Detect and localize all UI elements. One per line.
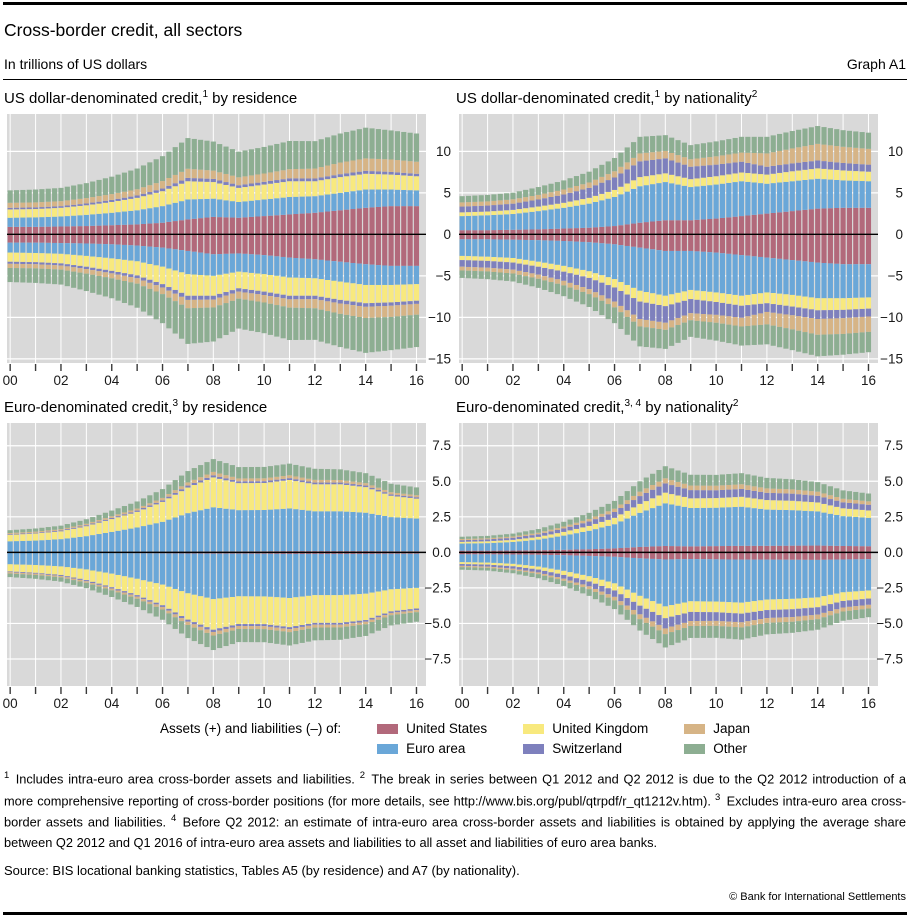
legend-item-label: Euro area [406, 741, 465, 756]
svg-text:−15: −15 [880, 351, 903, 366]
panel-title-footnote-ref: 2 [752, 89, 758, 100]
svg-text:0: 0 [895, 227, 903, 242]
svg-text:−7.5: −7.5 [876, 651, 903, 666]
panel-title-eur-residence [4, 398, 455, 418]
legend-item-label: United Kingdom [552, 721, 648, 736]
panel-eur-nationality [455, 389, 907, 712]
svg-text:12: 12 [307, 696, 322, 711]
svg-text:5: 5 [443, 185, 451, 200]
svg-text:−15: −15 [428, 351, 451, 366]
panel-title-text: US dollar-denominated credit, [456, 90, 654, 107]
top-rule [3, 2, 907, 5]
svg-text:−2.5: −2.5 [424, 580, 451, 595]
legend-item-euro-area [377, 741, 487, 756]
svg-text:−10: −10 [880, 310, 903, 325]
svg-text:00: 00 [455, 696, 470, 711]
svg-text:−5: −5 [888, 268, 903, 283]
panel-eur-residence [3, 389, 455, 712]
svg-text:16: 16 [409, 373, 424, 388]
svg-text:−7.5: −7.5 [424, 651, 451, 666]
svg-text:2.5: 2.5 [432, 509, 451, 524]
svg-text:−10: −10 [428, 310, 451, 325]
panel-title-usd-nationality [456, 89, 907, 109]
svg-text:10: 10 [436, 144, 451, 159]
svg-text:00: 00 [3, 696, 18, 711]
panel-title-footnote-ref: 2 [733, 398, 739, 409]
svg-text:06: 06 [155, 696, 170, 711]
svg-text:06: 06 [607, 373, 622, 388]
svg-text:0: 0 [443, 227, 451, 242]
svg-text:12: 12 [759, 373, 774, 388]
chart-eur-residence [3, 421, 455, 712]
panel-title-text: US dollar-denominated credit, [4, 90, 202, 107]
legend-swatch-united-states [377, 724, 398, 734]
legend-swatch-japan [684, 724, 705, 734]
svg-text:5: 5 [895, 185, 903, 200]
svg-text:08: 08 [658, 373, 673, 388]
legend-item-label: Japan [713, 721, 750, 736]
svg-text:7.5: 7.5 [432, 438, 451, 453]
legend-item-label: Other [713, 741, 747, 756]
svg-text:04: 04 [104, 696, 120, 711]
legend-swatch-euro-area [377, 744, 398, 754]
graph-label: Graph A1 [847, 56, 906, 72]
svg-text:02: 02 [53, 696, 68, 711]
svg-text:06: 06 [155, 373, 170, 388]
svg-text:02: 02 [505, 696, 520, 711]
svg-text:5.0: 5.0 [432, 474, 451, 489]
svg-text:16: 16 [409, 696, 424, 711]
svg-text:2.5: 2.5 [884, 509, 903, 524]
legend [160, 721, 750, 756]
svg-text:10: 10 [709, 373, 724, 388]
legend-item-label: United States [406, 721, 487, 736]
svg-text:0.0: 0.0 [884, 545, 903, 560]
legend-item-other [684, 741, 750, 756]
panel-title-footnote-ref: 3, 4 [624, 398, 641, 409]
chart-eur-nationality [455, 421, 907, 712]
panel-title-footnote-ref: 1 [654, 89, 660, 100]
legend-swatch-united-kingdom [523, 724, 544, 734]
svg-text:10: 10 [257, 373, 272, 388]
svg-text:−5.0: −5.0 [424, 616, 451, 631]
units-label: In trillions of US dollars [4, 56, 147, 72]
legend-item-switzerland [523, 741, 648, 756]
svg-text:10: 10 [709, 696, 724, 711]
svg-text:08: 08 [658, 696, 673, 711]
svg-text:04: 04 [556, 373, 572, 388]
legend-swatch-other [684, 744, 705, 754]
svg-text:−2.5: −2.5 [876, 580, 903, 595]
svg-text:02: 02 [53, 373, 68, 388]
legend-item-united-kingdom [523, 721, 648, 736]
legend-item-united-states [377, 721, 487, 736]
panel-title-text: by residence [178, 399, 267, 416]
svg-text:14: 14 [358, 373, 374, 388]
svg-text:10: 10 [888, 144, 903, 159]
legend-item-label: Switzerland [552, 741, 622, 756]
svg-text:−5: −5 [436, 268, 451, 283]
panel-title-eur-nationality [456, 398, 907, 418]
svg-text:14: 14 [810, 696, 826, 711]
panel-title-text: Euro-denominated credit, [456, 399, 624, 416]
svg-text:14: 14 [358, 696, 374, 711]
svg-text:14: 14 [810, 373, 826, 388]
panel-title-usd-residence [4, 89, 455, 109]
svg-text:16: 16 [861, 373, 876, 388]
svg-text:04: 04 [104, 373, 120, 388]
panel-title-text: by residence [208, 90, 297, 107]
svg-text:12: 12 [307, 373, 322, 388]
copyright: © Bank for International Settlements [4, 891, 906, 903]
svg-text:−5.0: −5.0 [876, 616, 903, 631]
svg-text:08: 08 [206, 373, 221, 388]
chart-usd-residence [3, 112, 455, 389]
svg-text:12: 12 [759, 696, 774, 711]
panel-usd-nationality [455, 80, 907, 389]
panel-usd-residence [3, 80, 455, 389]
panel-title-text: by nationality [660, 90, 752, 107]
page-title: Cross-border credit, all sectors [4, 20, 907, 41]
svg-text:04: 04 [556, 696, 572, 711]
svg-text:00: 00 [3, 373, 18, 388]
svg-text:7.5: 7.5 [884, 438, 903, 453]
panel-title-text: by nationality [641, 399, 733, 416]
footnotes: $^1$ Includes intra-euro area cross-border assets and liabilities. $^2$ The break in series between Q1 2012 and Q2 2012 is due to the Q2 2012 introduction of a more comprehensive reporting of cross-border positions (for more details, see http://www.bis.org/publ/qtrpdf/r_qt1212v.htm). $^3$ Excludes intra-euro area cross-border assets and liabilities. $^4$ Before Q2 2012: an estimate of intra-euro area cross-border assets and liabilities is obtained by applying the average share between Q2 2012 and Q1 2016 of intra-euro area assets and liabilities to all asset and liabilities of euro area banks. [4, 768, 906, 854]
svg-text:08: 08 [206, 696, 221, 711]
svg-text:0.0: 0.0 [432, 545, 451, 560]
chart-usd-nationality [455, 112, 907, 389]
panel-title-footnote-ref: 3 [172, 398, 178, 409]
page [0, 2, 910, 915]
legend-caption: Assets (+) and liabilities (–) of: [160, 721, 341, 736]
bottom-rule [3, 912, 907, 915]
legend-item-japan [684, 721, 750, 736]
svg-text:00: 00 [455, 373, 470, 388]
svg-text:16: 16 [861, 696, 876, 711]
svg-text:06: 06 [607, 696, 622, 711]
svg-text:5.0: 5.0 [884, 474, 903, 489]
panel-title-text: Euro-denominated credit, [4, 399, 172, 416]
panel-title-footnote-ref: 1 [202, 89, 208, 100]
panel-grid [3, 80, 907, 712]
svg-text:02: 02 [505, 373, 520, 388]
svg-text:10: 10 [257, 696, 272, 711]
source-line: Source: BIS locational banking statistics, Tables A5 (by residence) and A7 (by nationality). [4, 863, 906, 878]
legend-swatch-switzerland [523, 744, 544, 754]
